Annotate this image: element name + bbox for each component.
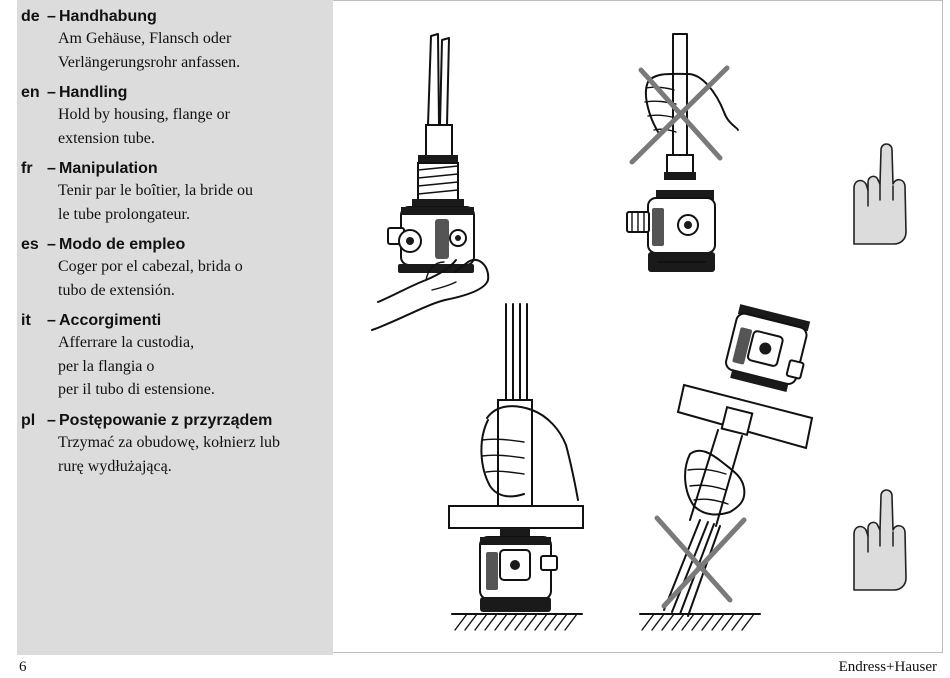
lang-block-es bbox=[21, 235, 321, 302]
pointing-finger-icon bbox=[854, 144, 906, 244]
lang-block-en bbox=[21, 83, 321, 150]
lang-line: Am Gehäuse, Flansch oder bbox=[58, 30, 232, 47]
pointing-finger-icon bbox=[854, 490, 906, 590]
lang-line: Verlängerungsrohr anfassen. bbox=[58, 53, 241, 71]
figure-hold-by-housing bbox=[372, 34, 488, 330]
lang-line: per la flangia o bbox=[58, 357, 155, 375]
lang-title: Manipulation bbox=[59, 160, 158, 177]
lang-block-pl bbox=[21, 411, 321, 478]
lang-code: fr bbox=[21, 160, 33, 177]
figure-hold-by-tube bbox=[449, 304, 583, 630]
lang-line: le tube prolongateur. bbox=[58, 205, 190, 223]
lang-line: Coger por el cabezal, brida o bbox=[58, 258, 243, 275]
lang-title: Accorgimenti bbox=[59, 312, 162, 329]
lang-title: Handling bbox=[59, 84, 128, 101]
lang-title: Handhabung bbox=[59, 8, 157, 25]
lang-title: Postępowanie z przyrządem bbox=[59, 412, 273, 429]
lang-title: Modo de empleo bbox=[59, 236, 186, 253]
lang-line: Hold by housing, flange or bbox=[58, 106, 230, 123]
lang-heading: de – Handhabung bbox=[21, 8, 157, 25]
lang-line: Tenir par le boîtier, la bride ou bbox=[58, 182, 254, 199]
lang-line: rurę wydłużającą. bbox=[58, 457, 172, 475]
lang-code: en bbox=[21, 84, 40, 101]
lang-line: Afferrare la custodia, bbox=[58, 334, 195, 351]
figure-hold-by-fork bbox=[627, 34, 738, 272]
lang-block-de bbox=[21, 7, 321, 74]
lang-heading: es – Modo de empleo bbox=[21, 236, 186, 253]
lang-code: de bbox=[21, 8, 40, 25]
lang-line: per il tubo di estensione. bbox=[58, 381, 215, 398]
lang-heading: pl – Postępowanie z przyrządem bbox=[21, 412, 273, 429]
lang-heading: fr – Manipulation bbox=[21, 160, 158, 177]
lang-line: extension tube. bbox=[58, 129, 155, 147]
figure-hold-by-forks-tilted bbox=[640, 304, 814, 630]
handling-illustrations bbox=[334, 1, 942, 653]
lang-line: tubo de extensión. bbox=[58, 281, 175, 299]
page-number: 6 bbox=[19, 659, 27, 675]
brand-name: Endress+Hauser bbox=[838, 659, 937, 675]
lang-code: es bbox=[21, 236, 39, 253]
lang-heading: it – Accorgimenti bbox=[21, 312, 162, 329]
lang-code: it bbox=[21, 312, 31, 329]
lang-code: pl bbox=[21, 412, 36, 429]
lang-line: Trzymać za obudowę, kołnierz lub bbox=[58, 434, 281, 451]
lang-heading: en – Handling bbox=[21, 84, 128, 101]
lang-block-fr bbox=[21, 159, 321, 226]
lang-block-it bbox=[21, 311, 321, 402]
